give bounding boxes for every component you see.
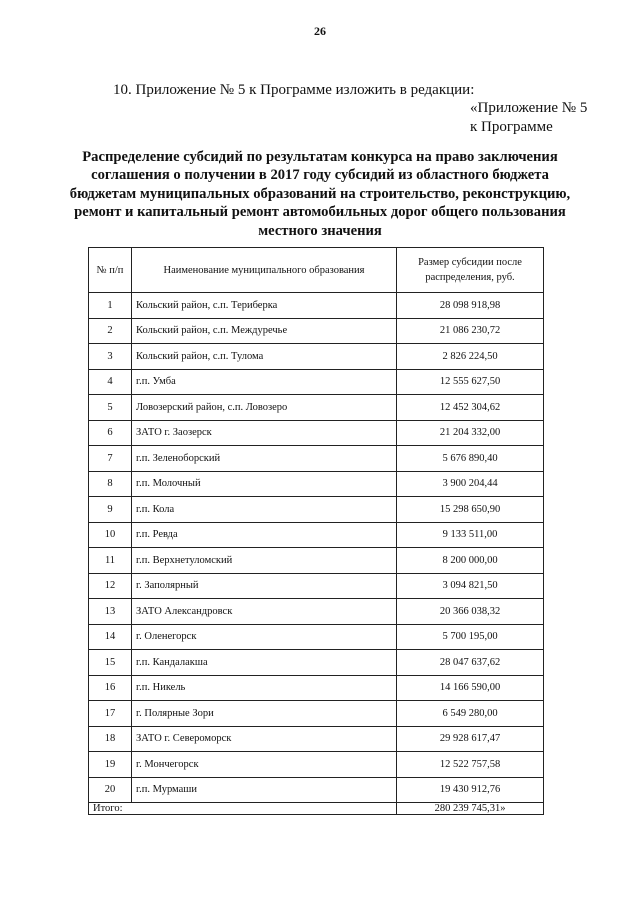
row-number: 1 [89,293,132,319]
row-amount: 3 900 204,44 [397,471,544,497]
row-municipality: г.п. Ревда [132,522,397,548]
table-row [89,420,544,446]
row-municipality: г. Мончегорск [132,752,397,778]
row-municipality: г.п. Мурмаши [132,777,397,803]
row-municipality: ЗАТО Александровск [132,599,397,625]
table-row [89,726,544,752]
table-row [89,446,544,472]
row-amount: 6 549 280,00 [397,701,544,727]
table-header-row [89,248,544,293]
row-amount: 29 928 617,47 [397,726,544,752]
row-municipality: г. Оленегорск [132,624,397,650]
title-line: ремонт и капитальный ремонт автомобильных дорог общего пользования [74,204,566,221]
header-name: Наименование муниципального образования [132,248,397,293]
row-municipality: г.п. Молочный [132,471,397,497]
table-row [89,369,544,395]
row-amount: 12 522 757,58 [397,752,544,778]
row-number: 5 [89,395,132,421]
row-municipality: г.п. Зеленоборский [132,446,397,472]
table-row [89,395,544,421]
row-amount: 8 200 000,00 [397,548,544,574]
row-amount: 28 047 637,62 [397,650,544,676]
row-amount: 14 166 590,00 [397,675,544,701]
table-row [89,675,544,701]
table-row [89,701,544,727]
appendix-line-1: «Приложение № 5 [470,100,588,116]
row-amount: 5 700 195,00 [397,624,544,650]
title-line: бюджетам муниципальных образований на строительство, реконструкцию, [69,185,571,202]
table-row [89,293,544,319]
row-amount: 2 826 224,50 [397,344,544,370]
table-body [89,293,544,803]
header-num: № п/п [89,248,132,293]
title-line: местного значения [258,222,382,239]
row-number: 19 [89,752,132,778]
row-amount: 20 366 038,32 [397,599,544,625]
table-row [89,318,544,344]
row-number: 3 [89,344,132,370]
header-amount: Размер субсидии после распределения, руб. [397,248,544,293]
row-number: 9 [89,497,132,523]
total-row [89,803,544,815]
table-row [89,573,544,599]
row-number: 11 [89,548,132,574]
row-number: 13 [89,599,132,625]
row-municipality: г.п. Кандалакша [132,650,397,676]
row-amount: 15 298 650,90 [397,497,544,523]
row-amount: 12 452 304,62 [397,395,544,421]
table-row [89,624,544,650]
document-title [60,148,580,240]
row-amount: 21 086 230,72 [397,318,544,344]
row-number: 2 [89,318,132,344]
row-municipality: Кольский район, с.п. Териберка [132,293,397,319]
row-amount: 19 430 912,76 [397,777,544,803]
subsidy-table [88,247,544,815]
row-number: 6 [89,420,132,446]
title-line: Распределение субсидий по результатам конкурса на право заключения [82,149,558,165]
page-number: 26 [314,24,326,38]
table-row [89,344,544,370]
total-amount: 280 239 745,31» [397,803,544,815]
row-municipality: ЗАТО г. Заозерск [132,420,397,446]
row-number: 18 [89,726,132,752]
row-number: 4 [89,369,132,395]
row-municipality: г.п. Умба [132,369,397,395]
row-municipality: Кольский район, с.п. Тулома [132,344,397,370]
row-municipality: г.п. Верхнетуломский [132,548,397,574]
row-amount: 9 133 511,00 [397,522,544,548]
row-number: 17 [89,701,132,727]
row-amount: 3 094 821,50 [397,573,544,599]
table-row [89,522,544,548]
row-number: 14 [89,624,132,650]
row-number: 12 [89,573,132,599]
title-line: соглашения о получении в 2017 году субсидий из областного бюджета [91,167,549,184]
row-number: 15 [89,650,132,676]
table-row [89,548,544,574]
row-number: 8 [89,471,132,497]
row-municipality: Кольский район, с.п. Междуречье [132,318,397,344]
row-number: 20 [89,777,132,803]
appendix-reference [470,99,587,137]
total-label: Итого: [89,803,397,815]
row-amount: 21 204 332,00 [397,420,544,446]
row-municipality: г.п. Кола [132,497,397,523]
row-number: 16 [89,675,132,701]
appendix-line-2: к Программе [470,119,553,135]
table-row [89,752,544,778]
table-row [89,777,544,803]
intro-text: 10. Приложение № 5 к Программе изложить в редакции: [113,82,475,98]
row-municipality: ЗАТО г. Североморск [132,726,397,752]
table-row [89,497,544,523]
row-amount: 12 555 627,50 [397,369,544,395]
table-row [89,599,544,625]
row-number: 7 [89,446,132,472]
row-amount: 28 098 918,98 [397,293,544,319]
row-municipality: г. Полярные Зори [132,701,397,727]
table-row [89,471,544,497]
row-municipality: г.п. Никель [132,675,397,701]
row-amount: 5 676 890,40 [397,446,544,472]
row-number: 10 [89,522,132,548]
row-municipality: г. Заполярный [132,573,397,599]
row-municipality: Ловозерский район, с.п. Ловозеро [132,395,397,421]
table-row [89,650,544,676]
